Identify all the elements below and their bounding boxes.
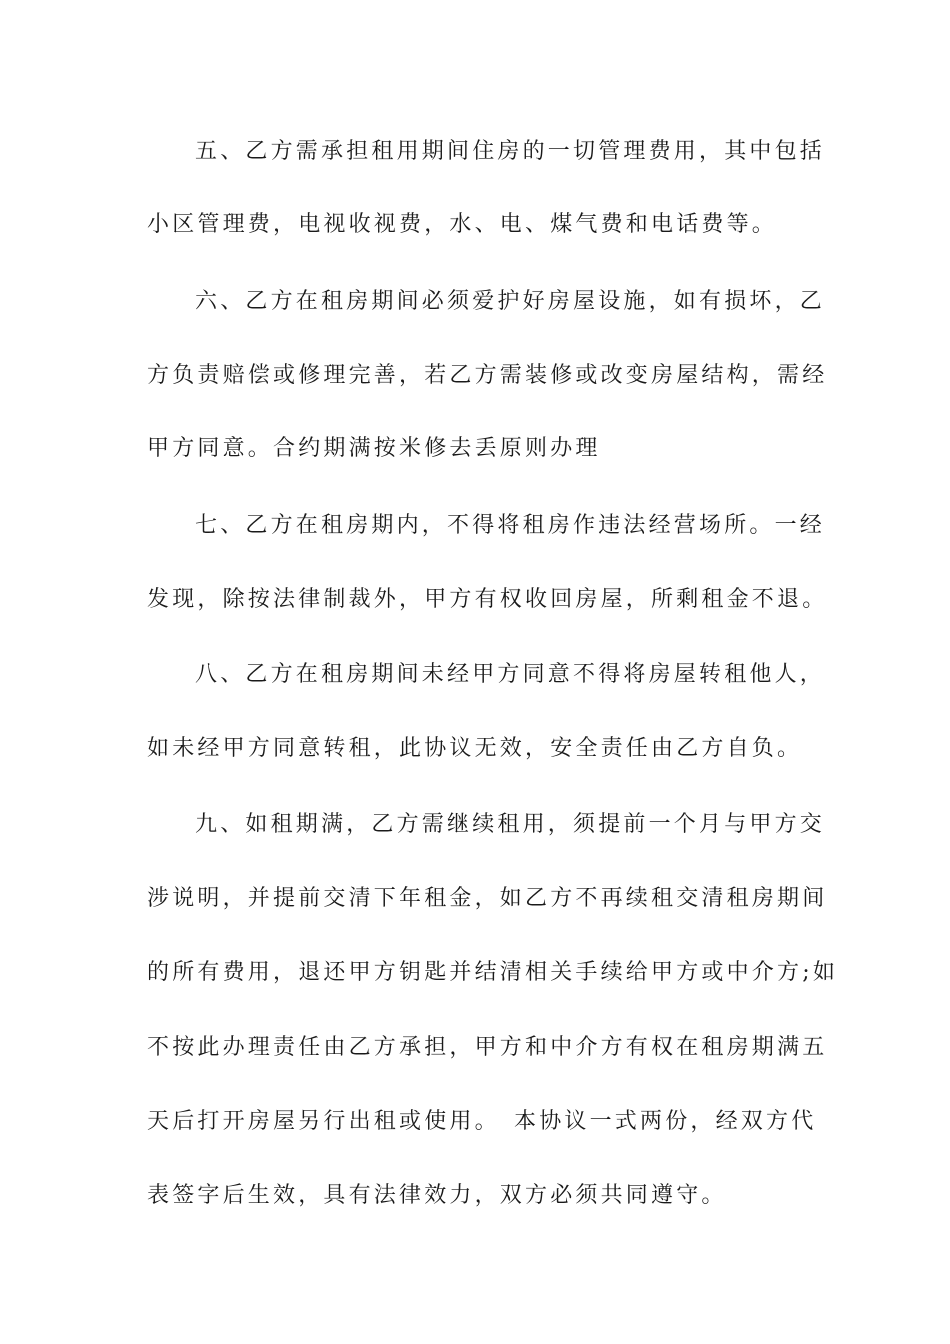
clause-6-line-3: 甲方同意。合约期满按米修去丢原则办理 <box>147 436 601 461</box>
clause-5-line-2: 小区管理费，电视收视费，水、电、煤气费和电话费等。 <box>147 212 778 237</box>
clause-9-line-5: 天后打开房屋另行出租或使用。 本协议一式两份，经双方代 <box>147 1109 817 1134</box>
clause-9-line-1: 九、如租期满，乙方需继续租用，须提前一个月与甲方交 <box>195 812 826 837</box>
clause-6-line-1: 六、乙方在租房期间必须爱护好房屋设施，如有损坏，乙 <box>195 289 826 314</box>
clause-6-line-2: 方负责赔偿或修理完善，若乙方需装修或改变房屋结构，需经 <box>147 363 828 388</box>
clause-5-line-1: 五、乙方需承担租用期间住房的一切管理费用，其中包括 <box>195 139 826 164</box>
clause-9-line-3: 的所有费用，退还甲方钥匙并结清相关手续给甲方或中介方;如 <box>147 960 839 985</box>
closing-line: 表签字后生效，具有法律效力，双方必须共同遵守。 <box>147 1183 727 1208</box>
clause-8-line-2: 如未经甲方同意转租，此协议无效，安全责任由乙方自负。 <box>147 736 803 761</box>
clause-9-line-4: 不按此办理责任由乙方承担，甲方和中介方有权在租房期满五 <box>147 1035 828 1060</box>
clause-9-line-2: 涉说明，并提前交清下年租金，如乙方不再续租交清租房期间 <box>147 886 828 911</box>
clause-7-line-2: 发现，除按法律制裁外，甲方有权收回房屋，所剩租金不退。 <box>147 587 828 612</box>
clause-8-line-1: 八、乙方在租房期间未经甲方同意不得将房屋转租他人， <box>195 662 826 687</box>
clause-7-line-1: 七、乙方在租房期内，不得将租房作违法经营场所。一经 <box>195 513 826 538</box>
